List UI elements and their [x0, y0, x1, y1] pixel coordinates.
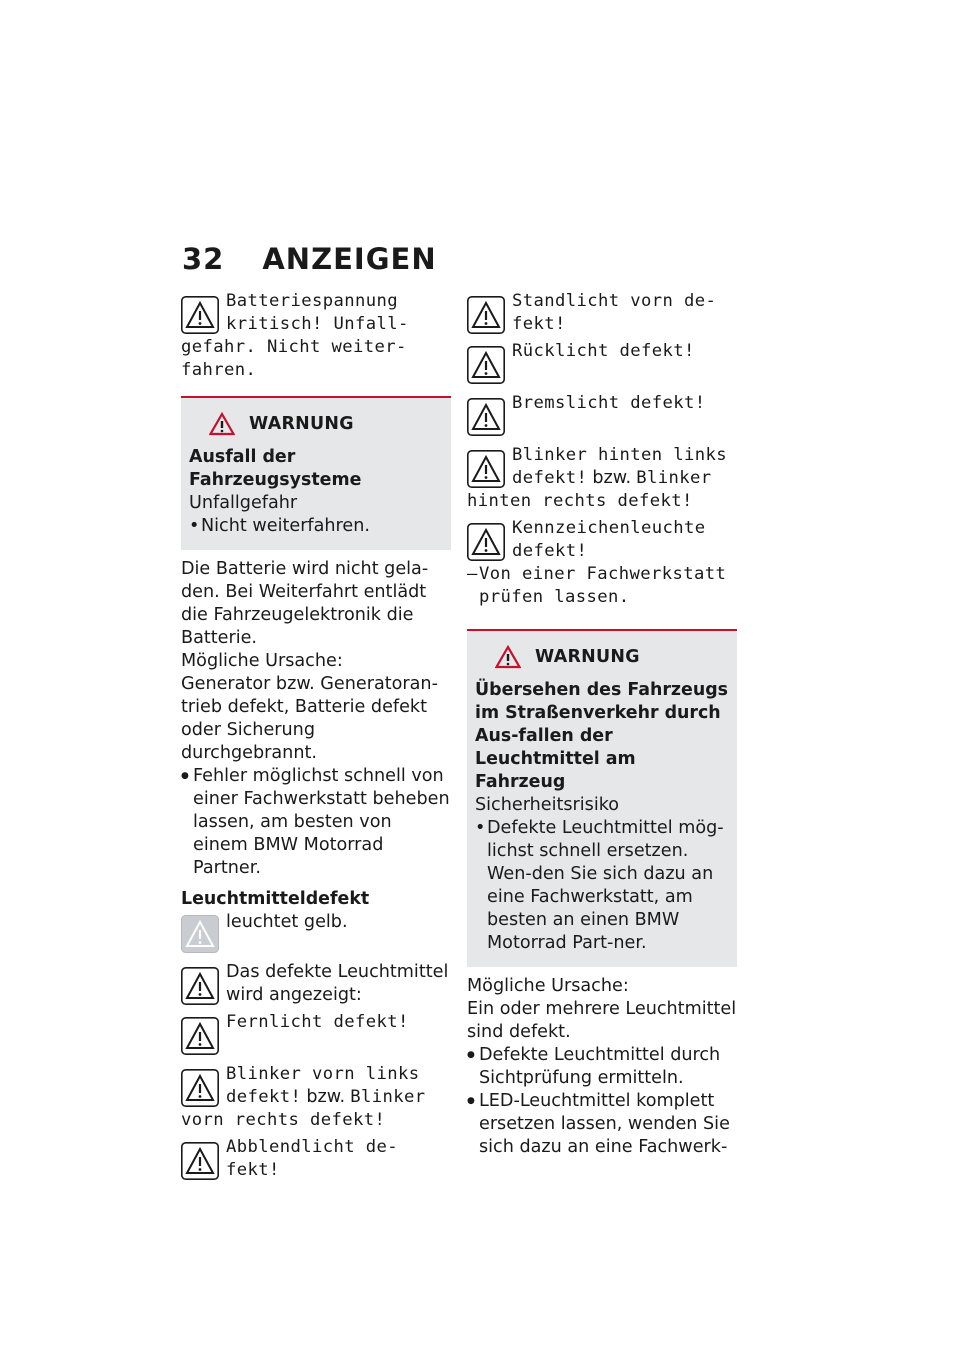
left-column — [181, 290, 451, 1182]
fernlicht-msg: Fernlicht defekt! — [226, 1012, 409, 1032]
warning-triangle-filled-icon — [181, 915, 219, 953]
check-text: Von einer Fachwerkstatt prüfen lassen. — [479, 564, 727, 607]
standlicht-line1: Standlicht vorn de- — [512, 291, 717, 311]
lamp-defect-heading: Leuchtmitteldefekt — [181, 889, 370, 909]
warning-bullet: • Nicht weiterfahren. — [189, 515, 443, 538]
kennzeichen-line1: Kennzeichenleuchte — [512, 518, 706, 538]
warning-box-battery — [181, 396, 451, 550]
indicator-abblendlicht — [181, 1136, 451, 1182]
blinker-hinten-c: Blinker — [636, 468, 712, 488]
abblend-line2: fekt! — [226, 1160, 280, 1180]
kennzeichen-line2: defekt! — [512, 541, 588, 561]
warning-title: WARNUNG — [535, 647, 640, 667]
warning-risk: Sicherheitsrisiko — [475, 795, 620, 815]
lamp-shown-text: Das defekte Leuchtmittel wird angezeigt: — [226, 962, 449, 1005]
indicator-standlicht — [467, 290, 737, 336]
warning-heading: Übersehen des Fahrzeugs im Straßenverkehr durch Aus-fallen der Leuchtmittel am Fahrzeug — [475, 680, 728, 792]
warning-heading: Ausfall der Fahrzeugsysteme — [189, 447, 362, 490]
warning-triangle-icon — [467, 398, 505, 436]
indicator-fernlicht — [181, 1011, 451, 1055]
warning-triangle-icon — [181, 967, 219, 1005]
page-number: 32 — [182, 242, 225, 276]
warning-risk: Unfallgefahr — [189, 493, 298, 513]
warning-triangle-icon — [181, 1069, 219, 1107]
warning-bullet: • Defekte Leuchtmittel mög-lichst schnell ersetzen. Wen-den Sie sich dazu an eine Fachwerkstatt, am besten an einen BMW Motorrad Part-ner. — [475, 817, 729, 955]
indicator-battery — [181, 290, 451, 336]
warning-title: WARNUNG — [249, 414, 354, 434]
indicator-lamp-yellow — [181, 911, 451, 953]
indicator-ruecklicht — [467, 340, 737, 384]
blinker-vorn-bzw: bzw. — [306, 1087, 346, 1107]
cause-label: Mögliche Ursache: — [467, 976, 629, 996]
battery-msg-rest: gefahr. Nicht weiter- fahren. — [181, 337, 407, 380]
battery-description: Die Batterie wird nicht gela-den. Bei Weiterfahrt entlädt die Fahrzeugelektronik die Batterie. — [181, 559, 429, 648]
warning-triangle-icon — [467, 450, 505, 488]
blinker-vorn-a: Blinker vorn links — [226, 1064, 420, 1084]
bremslicht-msg: Bremslicht defekt! — [512, 393, 706, 413]
blinker-vorn-b: defekt! — [226, 1087, 302, 1107]
cause-text: Ein oder mehrere Leuchtmittel sind defekt. — [467, 999, 737, 1042]
action-item: ● Fehler möglichst schnell von einer Fachwerkstatt beheben lassen, am besten von einem BMW Motorrad Partner. — [181, 765, 451, 880]
blinker-vorn-d: vorn rechts defekt! — [181, 1110, 386, 1130]
page-header — [182, 242, 437, 276]
warning-triangle-icon — [467, 523, 505, 561]
blinker-hinten-a: Blinker hinten links — [512, 445, 727, 465]
section-title: ANZEIGEN — [262, 242, 437, 276]
blinker-hinten-b: defekt! — [512, 468, 588, 488]
abblend-line1: Abblendlicht de- — [226, 1137, 398, 1157]
standlicht-line2: fekt! — [512, 314, 566, 334]
warning-triangle-icon — [181, 1017, 219, 1055]
indicator-kennzeichen — [467, 517, 737, 563]
warning-box-lamps — [467, 629, 737, 967]
warning-triangle-icon — [467, 296, 505, 334]
blinker-hinten-d: hinten rechts defekt! — [467, 491, 693, 511]
cause-text: Generator bzw. Generatoran-trieb defekt, Batterie defekt oder Sicherung durchgebrannt. — [181, 674, 438, 763]
action-item-1: ● Defekte Leuchtmittel durch Sichtprüfung ermitteln. — [467, 1044, 737, 1090]
battery-msg-line2: kritisch! Unfall- — [226, 314, 409, 334]
ruecklicht-msg: Rücklicht defekt! — [512, 341, 695, 361]
right-column — [467, 290, 737, 1159]
action-item-2: ● LED-Leuchtmittel komplett ersetzen lassen, wenden Sie sich dazu an eine Fachwerk- — [467, 1090, 737, 1159]
blinker-vorn-c: Blinker — [350, 1087, 426, 1107]
indicator-lamp-shown — [181, 961, 451, 1007]
lamp-yellow-text: leuchtet gelb. — [226, 912, 348, 932]
check-instruction: – Von einer Fachwerkstatt prüfen lassen. — [467, 564, 727, 607]
indicator-blinker-vorn — [181, 1063, 451, 1109]
warning-triangle-icon — [181, 1142, 219, 1180]
indicator-bremslicht — [467, 392, 737, 436]
warning-red-icon — [209, 412, 235, 436]
indicator-blinker-hinten — [467, 444, 737, 490]
warning-triangle-icon — [467, 346, 505, 384]
blinker-hinten-bzw: bzw. — [592, 468, 632, 488]
warning-red-icon — [495, 645, 521, 669]
warning-triangle-icon — [181, 296, 219, 334]
battery-msg-line1: Batteriespannung — [226, 291, 398, 311]
cause-label: Mögliche Ursache: — [181, 651, 343, 671]
